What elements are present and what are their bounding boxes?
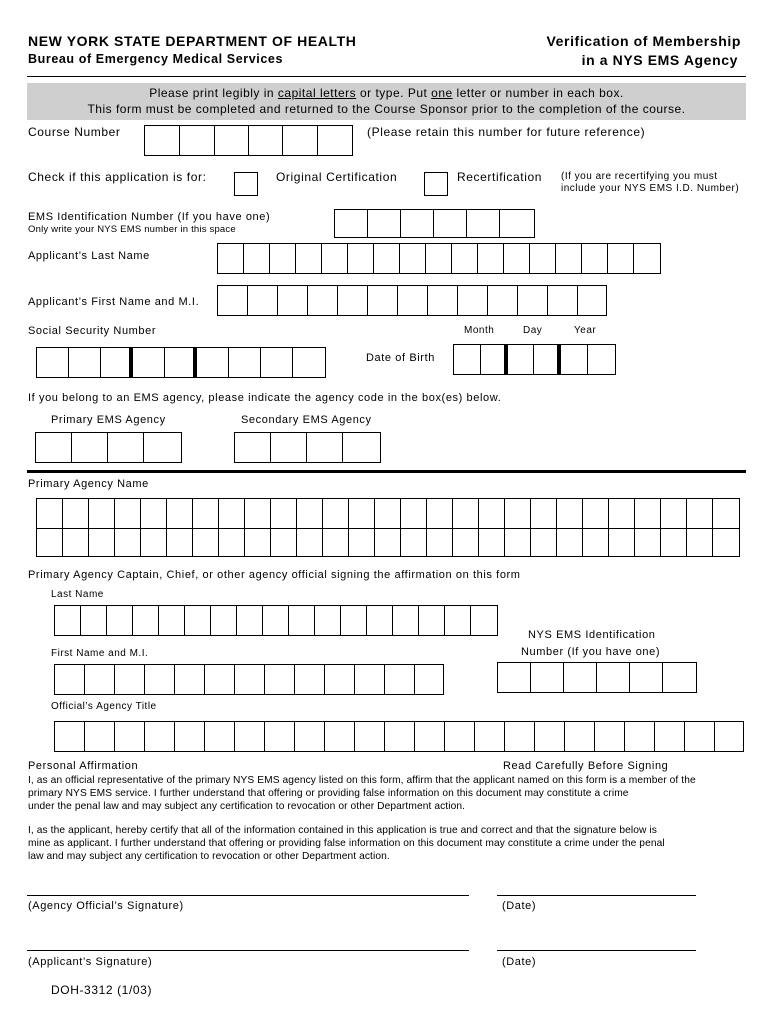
read-carefully-note: Read Carefully Before Signing [503, 760, 669, 772]
ems-id-label: EMS Identification Number (If you have one) [28, 211, 271, 223]
dob-year-label: Year [574, 325, 597, 336]
official-date-line[interactable] [497, 895, 696, 896]
agency-name: NEW YORK STATE DEPARTMENT OF HEALTH [28, 33, 357, 49]
official-last-name-label: Last Name [51, 589, 104, 600]
recertification-label: Recertification [457, 170, 543, 184]
applicant-affirmation-line1: I, as the applicant, hereby certify that all of the information contained in this application is true and correct and that the signature below is [28, 825, 657, 836]
applicant-date-line[interactable] [497, 950, 696, 951]
form-title-line1: Verification of Membership [546, 33, 741, 49]
recertification-note-1: (If you are recertifying you must [561, 171, 718, 182]
official-last-name-boxes[interactable] [54, 605, 498, 636]
ems-id-boxes[interactable] [334, 209, 535, 238]
original-certification-checkbox[interactable] [234, 172, 258, 196]
primary-agency-name-label: Primary Agency Name [28, 478, 149, 490]
bureau-name: Bureau of Emergency Medical Services [28, 52, 284, 66]
instructions-text: or type. Put [356, 86, 432, 100]
instructions-emphasis: one [431, 86, 453, 100]
affirmation-heading: Personal Affirmation [28, 760, 139, 772]
official-title-boxes[interactable] [54, 721, 744, 752]
ssn-label: Social Security Number [28, 325, 157, 337]
official-signature-label: (Agency Official’s Signature) [28, 900, 184, 912]
applicant-last-name-label: Applicant’s Last Name [28, 250, 150, 262]
primary-ems-agency-label: Primary EMS Agency [51, 414, 166, 426]
official-signature-line[interactable] [27, 895, 469, 896]
section-divider [27, 470, 746, 473]
instructions-text: Please print legibly in [149, 86, 278, 100]
official-nys-id-label-2: Number (If you have one) [521, 646, 661, 658]
dob-boxes[interactable] [453, 344, 616, 375]
applicant-affirmation-line2: mine as applicant. I further understand that offering or providing false information on this document may constitute a crime under the penal [28, 838, 665, 849]
original-certification-label: Original Certification [276, 170, 398, 184]
agency-code-prompt: If you belong to an EMS agency, please indicate the agency code in the box(es) below. [28, 392, 502, 404]
applicant-date-label: (Date) [502, 956, 537, 968]
instructions-emphasis: capital letters [277, 86, 357, 100]
official-affirmation-line2: primary NYS EMS service. I further understand that offering or providing false information on this document may constitute a crime [28, 788, 629, 799]
official-first-name-boxes[interactable] [54, 664, 444, 695]
official-affirmation-line1: I, as an official representative of the primary NYS EMS agency listed on this form, affirm that the applicant named on this form is a member of the [28, 775, 696, 786]
primary-agency-name-boxes-row2[interactable] [36, 527, 740, 557]
instructions-text: letter or number in each box. [452, 86, 624, 100]
applicant-affirmation-line3: law and may subject any certification to revocation or other Department action. [28, 851, 390, 862]
instructions-banner [27, 83, 746, 120]
secondary-ems-agency-label: Secondary EMS Agency [241, 414, 372, 426]
applicant-last-name-boxes[interactable] [217, 243, 661, 274]
official-heading: Primary Agency Captain, Chief, or other agency official signing the affirmation on this form [28, 569, 521, 581]
instructions-line1 [27, 85, 746, 101]
secondary-agency-code-boxes[interactable] [234, 432, 381, 463]
recertification-note-2: include your NYS EMS I.D. Number) [561, 183, 740, 194]
course-number-label: Course Number [28, 125, 121, 139]
dob-month-label: Month [464, 325, 495, 336]
dob-label: Date of Birth [366, 352, 435, 364]
official-affirmation-line3: under the penal law and may subject any certification to revocation or other Department action. [28, 801, 466, 812]
applicant-signature-line[interactable] [27, 950, 469, 951]
official-nys-id-label-1: NYS EMS Identification [528, 629, 656, 641]
recertification-checkbox[interactable] [424, 172, 448, 196]
primary-agency-code-boxes[interactable] [35, 432, 182, 463]
applicant-first-name-label: Applicant’s First Name and M.I. [28, 296, 200, 308]
applicant-signature-label: (Applicant’s Signature) [28, 956, 153, 968]
applicant-first-name-boxes[interactable] [217, 285, 607, 316]
instructions-line2: This form must be completed and returned to the Course Sponsor prior to the completion of the course. [87, 102, 686, 116]
form-id: DOH-3312 (1/03) [51, 983, 153, 997]
course-number-note: (Please retain this number for future reference) [367, 125, 646, 139]
official-first-name-label: First Name and M.I. [51, 648, 149, 659]
primary-agency-name-boxes-row1[interactable] [36, 498, 740, 529]
official-nys-id-boxes[interactable] [497, 662, 697, 693]
header-divider [27, 76, 746, 77]
course-number-boxes[interactable] [144, 125, 353, 156]
official-title-label: Official’s Agency Title [51, 701, 157, 712]
form-title-line2: in a NYS EMS Agency [581, 52, 738, 68]
ssn-boxes[interactable] [36, 347, 326, 378]
application-type-label: Check if this application is for: [28, 170, 207, 184]
ems-id-sublabel: Only write your NYS EMS number in this space [28, 224, 236, 235]
official-date-label: (Date) [502, 900, 537, 912]
dob-day-label: Day [523, 325, 543, 336]
